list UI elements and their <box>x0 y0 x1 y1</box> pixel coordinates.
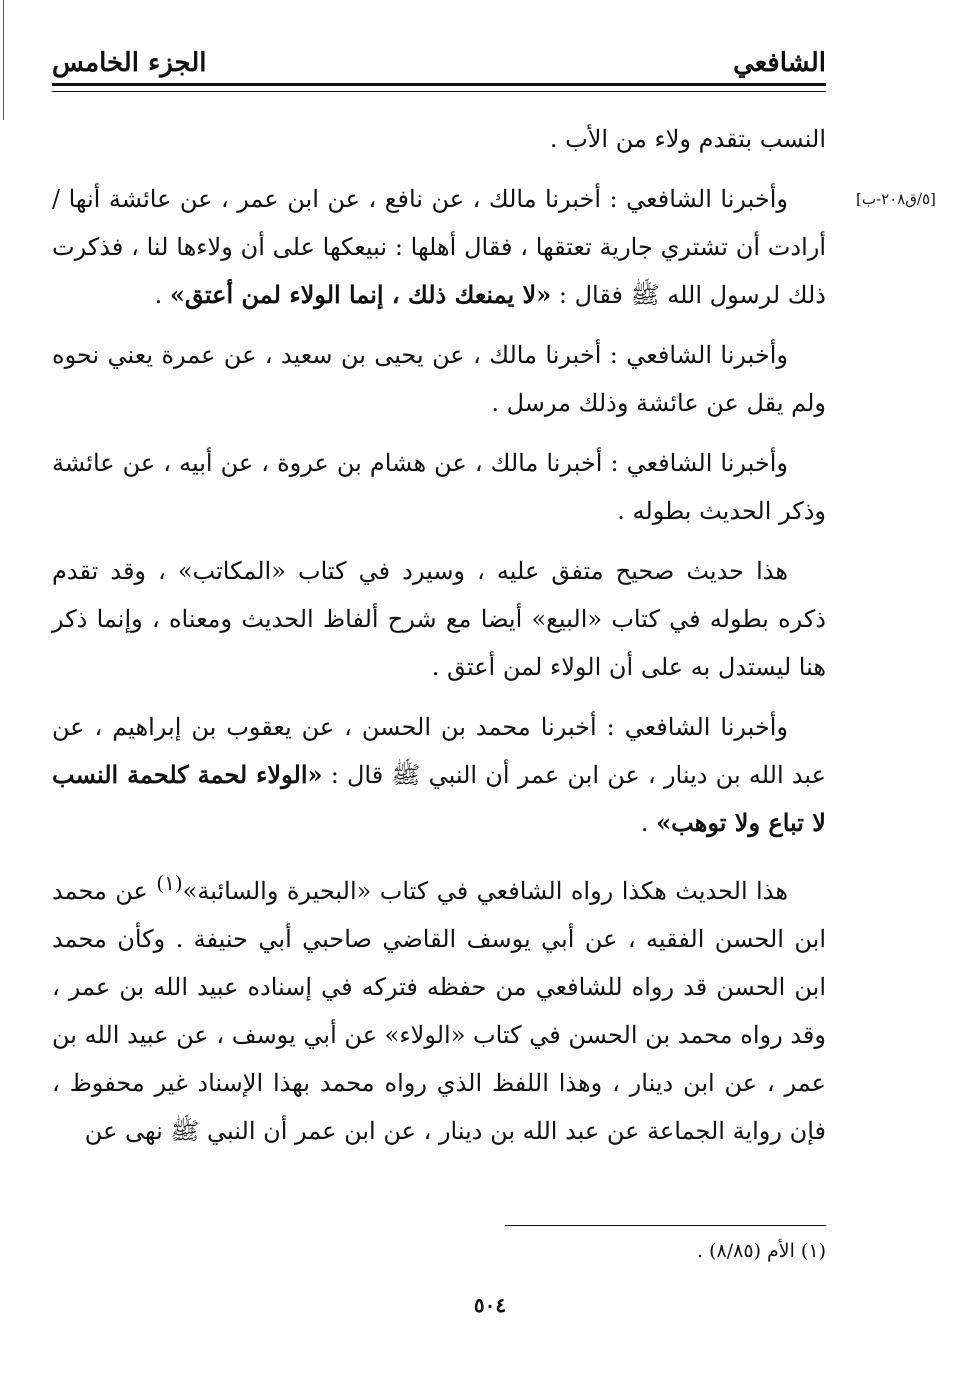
paragraph-4: وأخبرنا الشافعي : أخبرنا مالك ، عن هشام بن عروة ، عن أبيه ، عن عائشة وذكر الحديث بطوله . <box>52 449 826 525</box>
footnote-separator <box>505 1225 826 1226</box>
main-text <box>52 115 826 1167</box>
header-rule-thin <box>52 91 826 92</box>
paragraph-2: وأخبرنا الشافعي : أخبرنا مالك ، عن نافع ، عن ابن عمر ، عن عائشة أنها / أرادت أن تشتري جارية تعتقها ، فقال أهلها : نبيعكها على أن ولاءها لنا ، فذكرت ذلك لرسول الله ﷺ فقال : «لا يمنعك ذلك ، إنما الولاء لمن أعتق» . <box>52 185 826 309</box>
hadith-quote-1: «لا يمنعك ذلك ، إنما الولاء لمن أعتق» <box>169 280 552 309</box>
page-number: ٥٠٤ <box>473 1293 507 1317</box>
paragraph-5: هذا حديث صحيح متفق عليه ، وسيرد في كتاب «المكاتب» ، وقد تقدم ذكره بطوله في كتاب «البيع» أيضا مع شرح ألفاظ الحديث ومعناه ، وإنما ذكر هنا ليستدل به على أن الولاء لمن أعتق . <box>52 557 826 681</box>
paragraph-6: وأخبرنا الشافعي : أخبرنا محمد بن الحسن ، عن يعقوب بن إبراهيم ، عن عبد الله بن دينار ، عن ابن عمر أن النبي ﷺ قال : «الولاء لحمة كلحمة النسب لا تباع ولا توهب» . <box>52 713 826 837</box>
volume-title: الجزء الخامس <box>52 48 207 78</box>
header-rule-thick <box>52 83 826 86</box>
footnote: (١) الأم (٨/٨٥) . <box>697 1240 826 1262</box>
page-header <box>52 40 826 92</box>
footnote-marker: (١) <box>156 871 183 895</box>
paragraph-3: وأخبرنا الشافعي : أخبرنا مالك ، عن يحيى بن سعيد ، عن عمرة يعني نحوه ولم يقل عن عائشة وذلك مرسل . <box>52 341 826 417</box>
book-title: الشافعي <box>733 48 826 78</box>
manuscript-folio-note: [٥/ق٢٠٨-ب] <box>856 190 936 208</box>
hadith-quote-2: «الولاء لحمة كلحمة النسب لا تباع ولا توهب» <box>52 760 826 837</box>
paragraph-7: هذا الحديث هكذا رواه الشافعي في كتاب «البحيرة والسائبة»$^{(١)}$ عن محمد ابن الحسن الفقيه ، عن أبي يوسف القاضي صاحبي أبي حنيفة . وكأن محمد ابن الحسن قد رواه للشافعي من حفظه فتركه في إسناده عبيد الله بن عمر ، وقد رواه محمد بن الحسن في كتاب «الولاء» عن أبي يوسف ، عن عبيد الله بن عمر ، عن ابن دينار ، وهذا اللفظ الذي رواه محمد بهذا الإسناد غير محفوظ ، فإن رواية الجماعة عن عبد الله بن دينار ، عن ابن عمر أن النبي ﷺ نهى عن <box>52 871 826 1145</box>
paragraph-1: النسب بتقدم ولاء من الأب . <box>549 125 826 153</box>
scan-edge-line <box>3 0 4 120</box>
